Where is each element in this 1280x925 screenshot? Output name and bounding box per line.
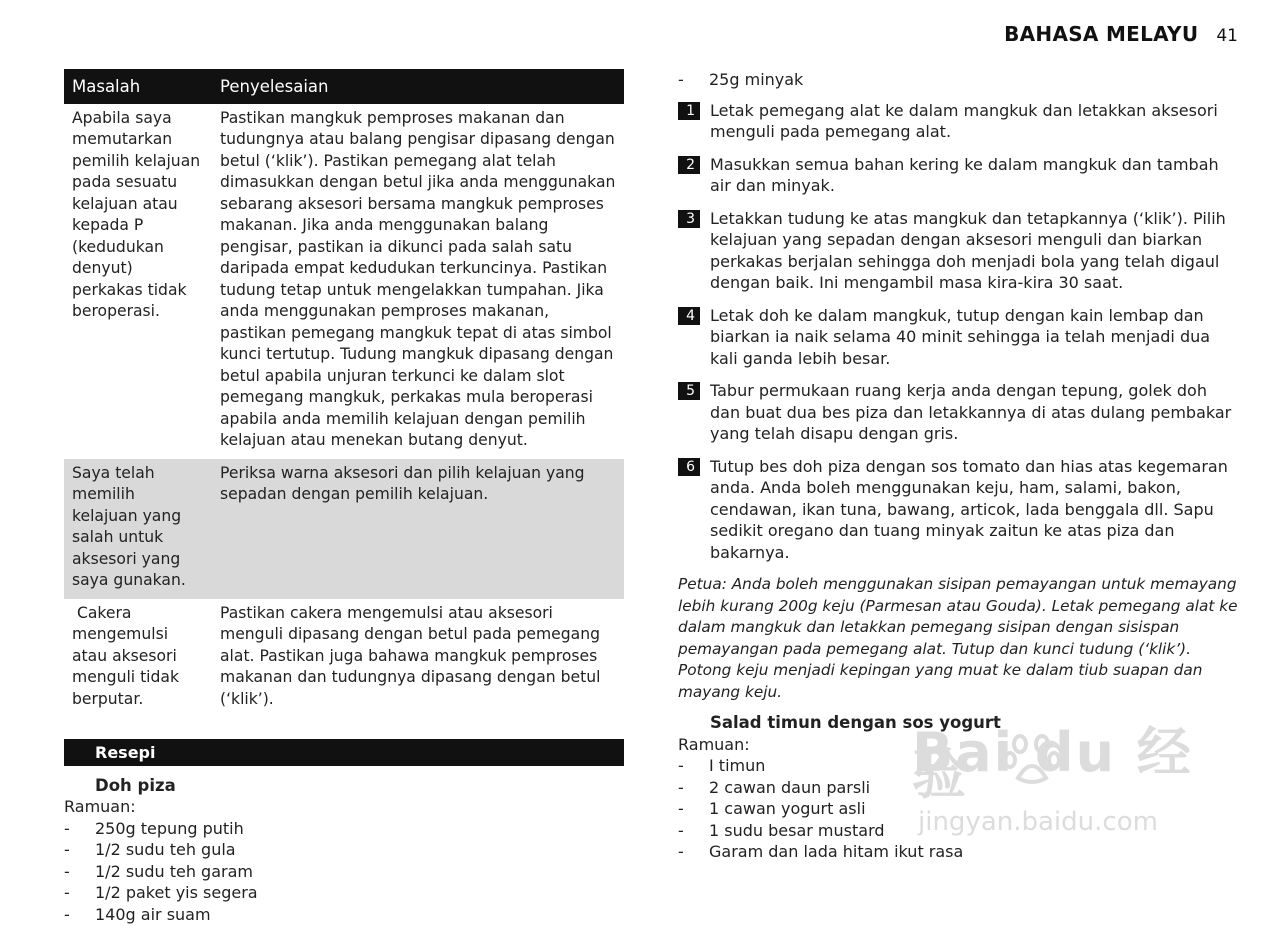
solution-cell: Pastikan mangkuk pemproses makanan dan tudungnya atau balang pengisar dipasang dengan betul (‘klik’). Pastikan pemegang alat telah dimasukkan dengan betul jika anda menggunakan sebarang aksesori bersama mangkuk pemproses makanan. Jika anda menggunakan balang pengisar, pastikan ia dikunci pada salah satu daripada empat kedudukan terkuncinya. Pastikan tudung tetap untuk mengelakkan tumpahan. Jika anda menggunakan pemproses makanan, pastikan pemegang mangkuk tepat di atas simbol kunci tertutup. Tudung mangkuk dipasang dengan betul apabila unjuran terkunci ke dalam slot pemegang mangkuk, perkakas mula beroperasi apabila anda memilih kelajuan dengan pemilih kelajuan atau menekan butang denyut. — [212, 104, 624, 459]
problem-cell: Cakera mengemulsi atau aksesori menguli tidak berputar. — [64, 599, 212, 718]
pizza-ingredients-list — [64, 818, 624, 925]
solution-cell: Pastikan cakera mengemulsi atau aksesori menguli dipasang dengan betul pada pemegang alat. Pastikan juga bahawa mangkuk pemproses makanan dan tudungnya dipasang dengan betul (‘klik’). — [212, 599, 624, 718]
step-number-badge: 3 — [678, 210, 700, 228]
step-item — [678, 456, 1238, 564]
page-number: 41 — [1216, 26, 1238, 48]
table-row — [64, 599, 624, 718]
step-number-badge: 2 — [678, 156, 700, 174]
step-text: Letakkan tudung ke atas mangkuk dan tetapkannya (‘klik’). Pilih kelajuan yang sepadan dengan aksesori menguli dan biarkan perkakas berjalan sehingga doh menjadi bola yang telah digaul dengan baik. Ini mengambil masa kira-kira 30 saat. — [710, 208, 1238, 294]
solution-cell: Periksa warna aksesori dan pilih kelajuan yang sepadan dengan pemilih kelajuan. — [212, 459, 624, 599]
step-number-badge: 6 — [678, 458, 700, 476]
list-item: - 25g minyak — [678, 69, 1238, 91]
list-item: - 250g tepung putih — [64, 818, 624, 840]
table-row — [64, 459, 624, 599]
left-column — [64, 69, 624, 925]
step-text: Letak pemegang alat ke dalam mangkuk dan letakkan aksesori menguli pada pemegang alat. — [710, 100, 1238, 143]
list-item: - I timun — [678, 755, 1238, 777]
step-item — [678, 380, 1238, 445]
step-item — [678, 100, 1238, 143]
list-item: - 1/2 sudu teh garam — [64, 861, 624, 883]
list-item: - 2 cawan daun parsli — [678, 777, 1238, 799]
salad-ingredients-list — [678, 755, 1238, 863]
pizza-ingredients-continued — [678, 69, 1238, 91]
pizza-steps-list — [678, 100, 1238, 564]
problem-cell: Apabila saya memutarkan pemilih kelajuan pada sesuatu kelajuan atau kepada P (kedudukan denyut) perkakas tidak beroperasi. — [64, 104, 212, 459]
recipes-section-bar: Resepi — [64, 739, 624, 766]
step-text: Tutup bes doh piza dengan sos tomato dan hias atas kegemaran anda. Anda boleh menggunakan keju, ham, salami, bakon, cendawan, ikan tuna, bawang, articok, lada benggala dll. Sapu sedikit oregano dan tuang minyak zaitun ke atas piza dan bakarnya. — [710, 456, 1238, 564]
step-item — [678, 208, 1238, 294]
step-item — [678, 305, 1238, 370]
column-header-problem: Masalah — [64, 69, 212, 104]
tip-paragraph: Petua: Anda boleh menggunakan sisipan pemayangan untuk memayang lebih kurang 200g keju (Parmesan atau Gouda). Letak pemegang alat ke dalam mangkuk dan letakkan pemegang sisipan dengan sisispan pemayangan pada pemegang alat. Tutup dan kunci tudung (‘klik’). Potong keju menjadi kepingan yang muat ke dalam tiub suapan dan mayang keju. — [678, 574, 1238, 703]
step-text: Letak doh ke dalam mangkuk, tutup dengan kain lembap dan biarkan ia naik selama 40 minit sehingga ia telah menjadi dua kali ganda lebih besar. — [710, 305, 1238, 370]
table-header-row — [64, 69, 624, 104]
troubleshooting-table — [64, 69, 624, 717]
step-number-badge: 4 — [678, 307, 700, 325]
list-item: - 1 sudu besar mustard — [678, 820, 1238, 842]
step-text: Tabur permukaan ruang kerja anda dengan tepung, golek doh dan buat dua bes piza dan letakkannya di atas dulang pembakar yang telah disapu dengan gris. — [710, 380, 1238, 445]
right-column — [678, 69, 1238, 872]
list-item: - Garam dan lada hitam ikut rasa — [678, 841, 1238, 863]
language-label: BAHASA MELAYU — [1004, 24, 1198, 46]
salad-recipe-title: Salad timun dengan sos yogurt — [710, 712, 1238, 734]
step-number-badge: 5 — [678, 382, 700, 400]
step-number-badge: 1 — [678, 102, 700, 120]
page-header — [1004, 24, 1238, 48]
pizza-ingredients-label: Ramuan: — [64, 796, 624, 818]
watermark-url: jingyan.baidu.com — [918, 812, 1158, 834]
pizza-recipe-title: Doh piza — [95, 775, 624, 797]
step-item — [678, 154, 1238, 197]
list-item: - 1 cawan yogurt asli — [678, 798, 1238, 820]
problem-cell: Saya telah memilih kelajuan yang salah untuk aksesori yang saya gunakan. — [64, 459, 212, 599]
list-item: - 1/2 paket yis segera — [64, 882, 624, 904]
column-header-solution: Penyelesaian — [212, 69, 624, 104]
table-row — [64, 104, 624, 459]
watermark-brand: Bai du 经验 — [912, 742, 1212, 785]
list-item: - 1/2 sudu teh gula — [64, 839, 624, 861]
salad-ingredients-label: Ramuan: — [678, 734, 1238, 756]
step-text: Masukkan semua bahan kering ke dalam mangkuk dan tambah air dan minyak. — [710, 154, 1238, 197]
list-item: - 140g air suam — [64, 904, 624, 925]
